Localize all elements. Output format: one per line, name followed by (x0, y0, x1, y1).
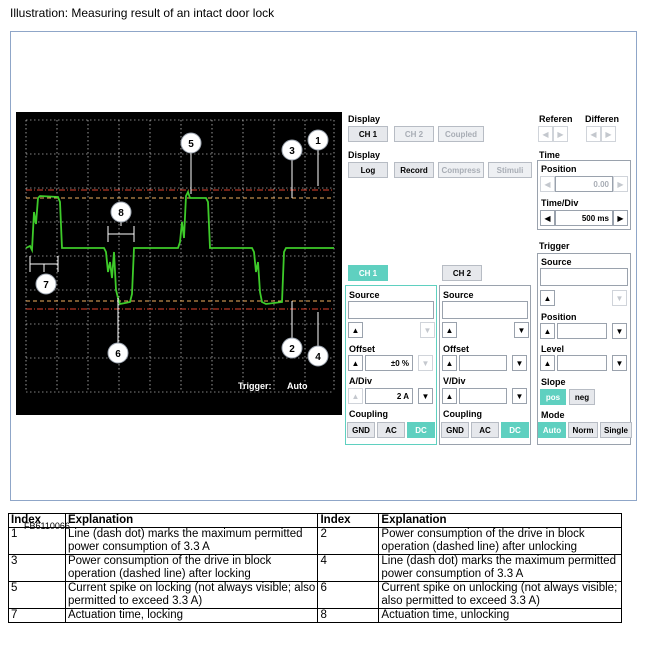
record-button[interactable]: Record (394, 162, 434, 178)
timediv-field[interactable]: 500 ms (555, 210, 613, 226)
ch1-coupling-dc[interactable]: DC (407, 422, 435, 438)
figure-code: FB6110066 (24, 521, 70, 531)
ch2-vdiv-field[interactable] (459, 388, 507, 404)
explanation-table (8, 513, 622, 623)
ch1-coupling-label: Coupling (349, 409, 388, 419)
table-cell: 3 (9, 555, 66, 582)
current-trace (26, 192, 334, 304)
time-position-left-icon[interactable]: ◀ (540, 176, 555, 192)
table-cell: 2 (318, 528, 379, 555)
table-cell: 6 (318, 582, 379, 609)
limit-lines (26, 190, 334, 309)
tab-ch2[interactable]: CH 2 (442, 265, 482, 281)
table-cell: Power consumption of the drive in block operation (dashed line) after locking (65, 555, 318, 582)
header-explanation: Explanation (379, 514, 622, 528)
callout-5 (181, 133, 201, 153)
svg-text:6: 6 (115, 349, 121, 360)
callout-4 (308, 346, 328, 366)
ch2-coupling-dc[interactable]: DC (501, 422, 529, 438)
svg-text:3: 3 (289, 146, 295, 157)
table-cell: Actuation time, unlocking (379, 609, 622, 623)
ch2-offset-label: Offset (443, 344, 470, 354)
ch2-coupling-gnd[interactable]: GND (441, 422, 469, 438)
header-index: Index (9, 514, 66, 528)
display-ch1-button[interactable]: CH 1 (348, 126, 388, 142)
table-cell: 5 (9, 582, 66, 609)
trigger-source-label: Source (541, 257, 572, 267)
mode-label: Mode (541, 410, 565, 420)
ch2-offset-field[interactable] (459, 355, 507, 371)
mode-single-button[interactable]: Single (600, 422, 632, 438)
display-coupled-button[interactable]: Coupled (438, 126, 484, 142)
callout-7 (36, 274, 56, 294)
time-position-right-icon[interactable]: ▶ (613, 176, 628, 192)
trigger-source-up-icon[interactable]: ▲ (540, 290, 555, 306)
table-row (9, 528, 622, 555)
slope-label: Slope (541, 377, 566, 387)
ch1-adiv-label: A/Div (349, 376, 373, 386)
reference-label: Referen (539, 114, 573, 124)
ch1-coupling-ac[interactable]: AC (377, 422, 405, 438)
display-mode-label: Display (348, 150, 381, 160)
figure-caption: Illustration: Measuring result of an intact door lock (10, 6, 275, 20)
oscilloscope-screen (16, 112, 342, 415)
time-position-field[interactable]: 0.00 (555, 176, 613, 192)
trigger-position-down-icon[interactable]: ▼ (612, 323, 627, 339)
ch1-adiv-up-icon[interactable]: ▲ (348, 388, 363, 404)
svg-text:8: 8 (118, 208, 124, 219)
table-cell: Current spike on locking (not always visible; also permitted to exceed 3.3 A) (65, 582, 318, 609)
reference-right-arrow-icon[interactable]: ▶ (553, 126, 568, 142)
callout-1 (308, 130, 328, 150)
ch2-vdiv-down-icon[interactable]: ▼ (512, 388, 527, 404)
header-explanation: Explanation (65, 514, 318, 528)
ch1-offset-up-icon[interactable]: ▲ (348, 355, 363, 371)
slope-neg-button[interactable]: neg (569, 389, 595, 405)
trigger-level-label: Level (541, 344, 565, 354)
time-position-label: Position (541, 164, 577, 174)
trigger-value: Auto (287, 381, 308, 391)
ch2-source-dropdown-icon[interactable]: ▼ (514, 322, 529, 338)
table-row (9, 582, 622, 609)
table-row (9, 555, 622, 582)
trigger-level-field[interactable] (557, 355, 607, 371)
control-panel (342, 112, 634, 445)
table-cell: Actuation time, locking (65, 609, 318, 623)
ch1-source-dropdown-icon[interactable]: ▼ (420, 322, 435, 338)
trigger-source-field[interactable] (540, 268, 628, 286)
table-cell: Line (dash dot) marks the maximum permitted power consumption of 3.3 A (65, 528, 318, 555)
display-label: Display (348, 114, 381, 124)
tab-ch1[interactable]: CH 1 (348, 265, 388, 281)
timediv-label: Time/Div (541, 198, 579, 208)
mode-norm-button[interactable]: Norm (568, 422, 598, 438)
table-cell: Power consumption of the drive in block operation (dashed line) after unlocking (379, 528, 622, 555)
table-cell: Current spike on unlocking (not always visible; also permitted to exceed 3.3 A) (379, 582, 622, 609)
display-ch2-button[interactable]: CH 2 (394, 126, 434, 142)
difference-label: Differen (585, 114, 620, 124)
header-index: Index (318, 514, 379, 528)
ch1-source-up-icon[interactable]: ▲ (348, 322, 363, 338)
ch1-offset-down-icon[interactable]: ▼ (418, 355, 433, 371)
time-label: Time (539, 150, 560, 160)
ch1-adiv-field[interactable]: 2 A (365, 388, 413, 404)
difference-left-arrow-icon[interactable]: ◀ (586, 126, 601, 142)
table-cell: 7 (9, 609, 66, 623)
ch2-offset-up-icon[interactable]: ▲ (442, 355, 457, 371)
callout-3 (282, 140, 302, 160)
ch2-vdiv-up-icon[interactable]: ▲ (442, 388, 457, 404)
callout-6 (108, 343, 128, 363)
ch2-source-field[interactable] (442, 301, 528, 319)
trigger-position-up-icon[interactable]: ▲ (540, 323, 555, 339)
svg-text:2: 2 (289, 344, 295, 355)
timediv-right-icon[interactable]: ▶ (613, 210, 628, 226)
ch2-offset-down-icon[interactable]: ▼ (512, 355, 527, 371)
table-cell: 1 (9, 528, 66, 555)
svg-text:1: 1 (315, 136, 321, 147)
ch2-coupling-ac[interactable]: AC (471, 422, 499, 438)
ch2-vdiv-label: V/Div (443, 376, 466, 386)
ch2-source-label: Source (443, 290, 474, 300)
timediv-left-icon[interactable]: ◀ (540, 210, 555, 226)
reference-left-arrow-icon[interactable]: ◀ (538, 126, 553, 142)
callout-8 (111, 202, 131, 222)
compress-button[interactable]: Compress (438, 162, 484, 178)
table-row (9, 609, 622, 623)
ch1-source-field[interactable] (348, 301, 434, 319)
mode-auto-button[interactable]: Auto (538, 422, 566, 438)
ch1-source-label: Source (349, 290, 380, 300)
svg-text:4: 4 (315, 352, 321, 363)
trigger-source-dropdown-icon[interactable]: ▼ (612, 290, 627, 306)
table-header-row (9, 514, 622, 528)
table-cell: 4 (318, 555, 379, 582)
trigger-section-label: Trigger (539, 241, 570, 251)
log-button[interactable]: Log (348, 162, 388, 178)
trigger-level-down-icon[interactable]: ▼ (612, 355, 627, 371)
ch1-offset-label: Offset (349, 344, 376, 354)
ch1-adiv-down-icon[interactable]: ▼ (418, 388, 433, 404)
ch2-coupling-label: Coupling (443, 409, 482, 419)
svg-text:7: 7 (43, 280, 49, 291)
table-cell: Line (dash dot) marks the maximum permitted power consumption of 3.3 A (379, 555, 622, 582)
ch2-source-up-icon[interactable]: ▲ (442, 322, 457, 338)
trigger-level-up-icon[interactable]: ▲ (540, 355, 555, 371)
svg-text:5: 5 (188, 139, 194, 150)
slope-pos-button[interactable]: pos (540, 389, 566, 405)
table-cell: 8 (318, 609, 379, 623)
callout-2 (282, 338, 302, 358)
stimuli-button[interactable]: Stimuli (488, 162, 532, 178)
difference-right-arrow-icon[interactable]: ▶ (601, 126, 616, 142)
ch1-coupling-gnd[interactable]: GND (347, 422, 375, 438)
waveform-plot (16, 112, 342, 415)
trigger-position-field[interactable] (557, 323, 607, 339)
trigger-label: Trigger: (238, 381, 272, 391)
trigger-position-label: Position (541, 312, 577, 322)
ch1-offset-field[interactable]: ±0 % (365, 355, 413, 371)
